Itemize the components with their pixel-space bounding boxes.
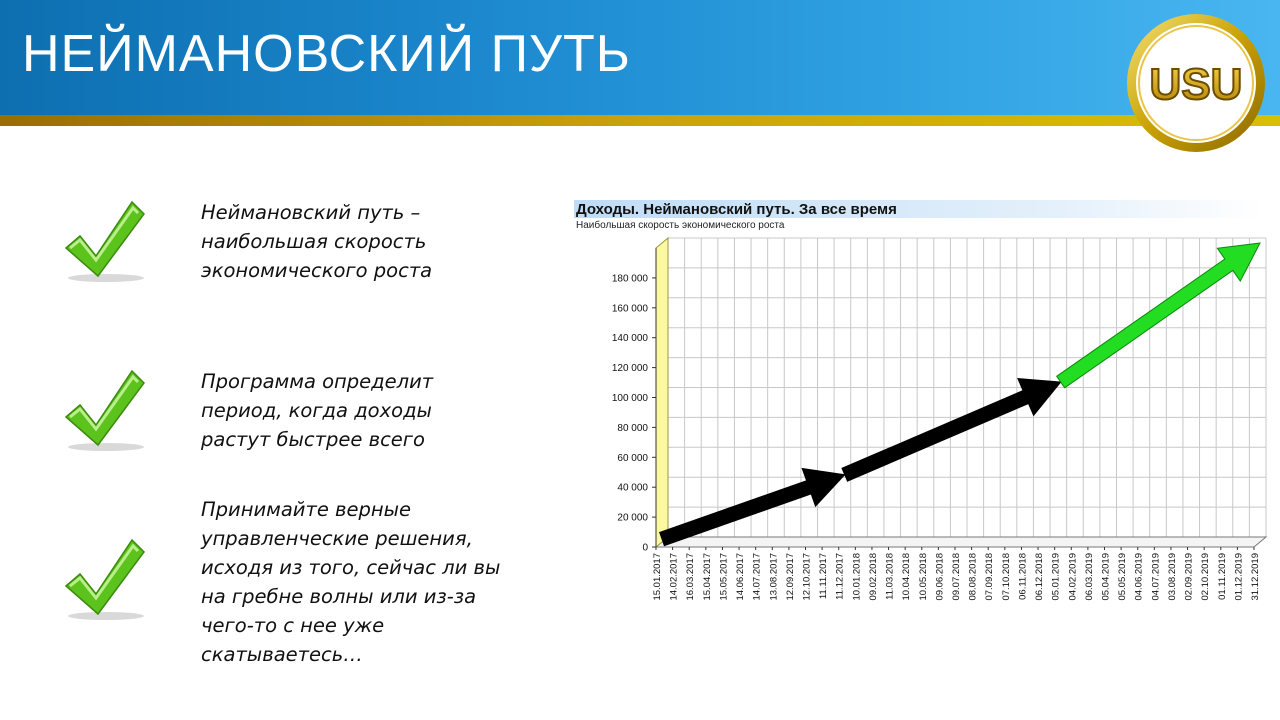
bullet-text-2: Программа определит период, когда доходы растут быстрее всего [201, 370, 434, 451]
y-tick-label: 160 000 [611, 303, 648, 315]
x-tick-label: 12.10.2017 [801, 553, 813, 601]
x-tick-label: 16.03.2017 [685, 553, 697, 601]
income-chart [570, 196, 1270, 636]
x-tick-label: 15.01.2017 [652, 553, 663, 601]
chart-plot [570, 196, 1270, 636]
x-tick-label: 06.03.2019 [1083, 553, 1095, 601]
x-tick-label: 14.07.2017 [751, 553, 763, 601]
x-tick-label: 02.10.2019 [1200, 553, 1212, 601]
x-tick-label: 31.12.2019 [1250, 553, 1261, 601]
x-tick-label: 10.04.2018 [901, 553, 913, 601]
y-tick-label: 0 [642, 542, 648, 554]
y-tick-label: 100 000 [611, 393, 648, 404]
x-tick-label: 12.09.2017 [784, 553, 796, 601]
x-tick-label: 11.11.2017 [818, 553, 830, 600]
x-tick-label: 05.04.2019 [1100, 553, 1112, 601]
x-tick-label: 05.01.2019 [1050, 553, 1062, 601]
x-tick-label: 10.01.2018 [851, 553, 863, 601]
logo-text: USU [1149, 60, 1243, 109]
x-tick-label: 07.09.2018 [984, 553, 996, 601]
check-icon [60, 367, 150, 457]
y-tick-label: 140 000 [611, 333, 648, 345]
x-tick-label: 04.07.2019 [1150, 553, 1162, 601]
x-tick-label: 03.08.2019 [1166, 553, 1178, 601]
check-icon [60, 198, 150, 288]
x-tick-label: 06.11.2018 [1017, 553, 1029, 600]
x-tick-label: 14.06.2017 [735, 553, 747, 601]
y-tick-label: 120 000 [611, 363, 648, 375]
series-arrow-3 [1057, 243, 1260, 388]
x-tick-label: 02.09.2019 [1183, 553, 1195, 601]
x-tick-label: 11.03.2018 [884, 553, 896, 600]
x-tick-label: 09.06.2018 [934, 553, 946, 601]
x-tick-label: 09.07.2018 [951, 553, 962, 601]
x-tick-label: 01.12.2019 [1233, 553, 1245, 601]
x-tick-label: 15.04.2017 [701, 553, 713, 601]
x-tick-label: 15.05.2017 [718, 553, 730, 601]
chart-floor [656, 537, 1266, 547]
x-tick-label: 14.02.2017 [668, 553, 680, 601]
x-tick-label: 06.12.2018 [1034, 553, 1046, 601]
x-tick-label: 10.05.2018 [917, 553, 929, 601]
page-title: НЕЙМАНОВСКИЙ ПУТЬ [22, 25, 631, 83]
chart-title: Доходы. Неймановский путь. За все время [576, 201, 897, 218]
x-tick-label: 04.02.2019 [1067, 553, 1079, 601]
y-tick-label: 40 000 [617, 482, 648, 494]
chart-subtitle: Наибольшая скорость экономического роста [576, 220, 785, 231]
x-tick-label: 13.08.2017 [768, 553, 780, 601]
x-tick-label: 09.02.2018 [867, 553, 879, 601]
x-tick-label: 11.12.2017 [834, 553, 846, 600]
bullet-text-1: Неймановский путь – наибольшая скорость экономического роста [201, 201, 433, 282]
y-tick-label: 180 000 [611, 273, 648, 285]
x-tick-label: 07.10.2018 [1000, 553, 1012, 601]
x-tick-label: 08.08.2018 [967, 553, 979, 601]
bullet-text-3: Принимайте верные управленческие решения, исходя из того, сейчас ли вы на гребне волны или из-за чего-то с нее уже скатываетесь… [201, 498, 501, 666]
x-tick-label: 04.06.2019 [1133, 553, 1145, 601]
usu-logo [1126, 13, 1266, 153]
header-stripe [0, 115, 1280, 126]
check-icon [60, 536, 150, 626]
x-tick-label: 05.05.2019 [1117, 553, 1129, 601]
x-tick-label: 01.11.2019 [1216, 553, 1228, 600]
series-arrow-2 [842, 379, 1061, 482]
y-tick-label: 60 000 [617, 452, 648, 464]
y-tick-label: 20 000 [617, 512, 648, 524]
chart-left-wall [656, 238, 668, 547]
y-tick-label: 80 000 [617, 422, 648, 434]
